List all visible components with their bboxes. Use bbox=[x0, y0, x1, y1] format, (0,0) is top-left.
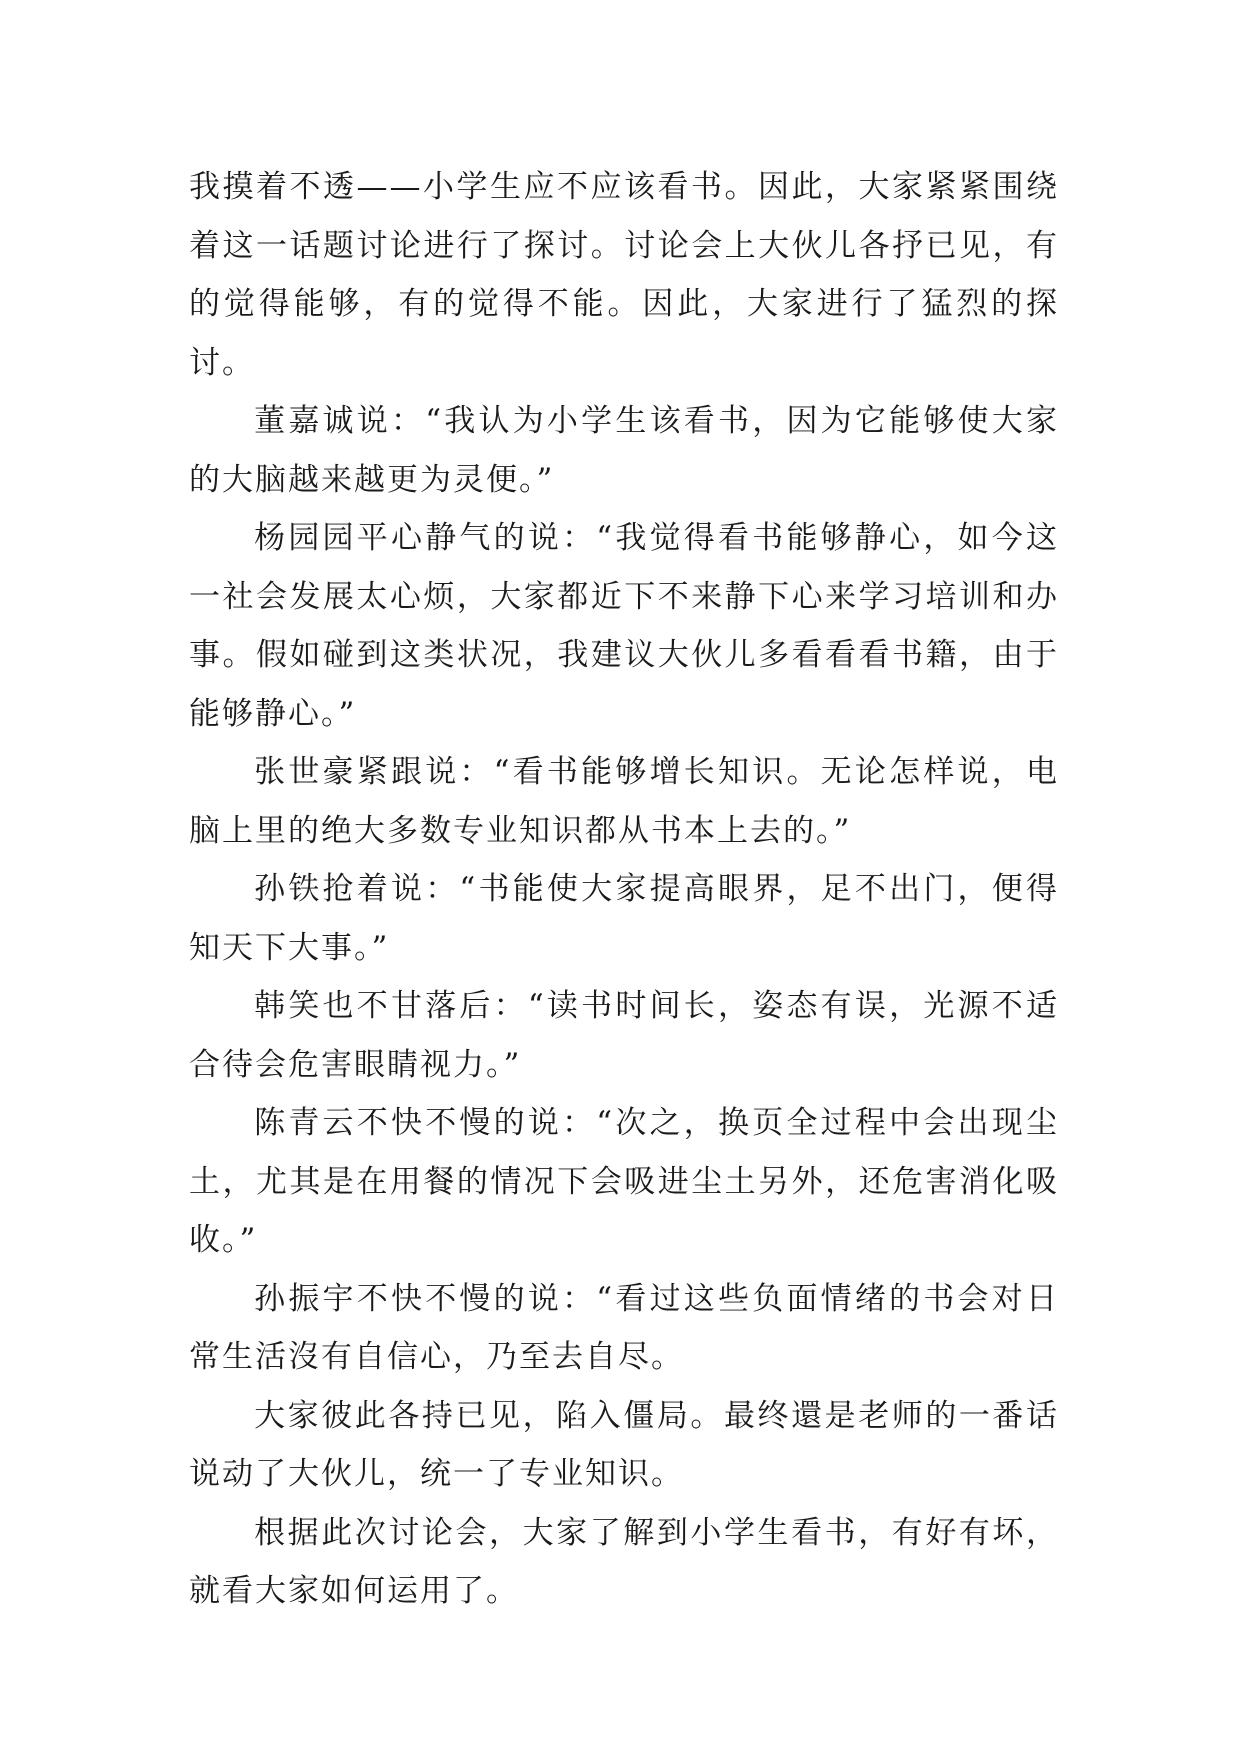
paragraph-sun-zhenyu: 孙振宇不快不慢的说：“看过这些负面情绪的书会对日常生活沒有自信心，乃至去自尽。 bbox=[189, 1280, 1059, 1375]
paragraph-deadlock: 大家彼此各持已见，陷入僵局。最终還是老师的一番话说动了大伙儿，统一了专业知识。 bbox=[189, 1397, 1059, 1492]
paragraph-dong-jiacheng: 董嘉诚说：“我认为小学生该看书，因为它能够使大家的大脑越来越更为灵便。” bbox=[189, 403, 1059, 498]
paragraph-chen-qingyun: 陈青云不快不慢的说：“次之，换页全过程中会出现尘土，尤其是在用餐的情况下会吸进尘土另外，还危害消化吸收。” bbox=[189, 1105, 1059, 1258]
paragraph-yang-yuanyuan: 杨园园平心静气的说：“我觉得看书能够静心，如今这一社会发展太心烦，大家都近下不来静下心来学习培训和办事。假如碰到这类状况，我建议大伙儿多看看看书籍，由于能够静心。” bbox=[189, 520, 1059, 732]
document-body bbox=[189, 158, 1059, 1621]
paragraph-continuation: 我摸着不透——小学生应不应该看书。因此，大家紧紧围绕着这一话题讨论进行了探讨。讨论会上大伙儿各抒已见，有的觉得能够，有的觉得不能。因此，大家进行了猛烈的探讨。 bbox=[189, 169, 1059, 381]
paragraph-conclusion: 根据此次讨论会，大家了解到小学生看书，有好有坏，就看大家如何运用了。 bbox=[189, 1514, 1059, 1609]
paragraph-sun-tie: 孙铁抢着说：“书能使大家提高眼界，足不出门，便得知天下大事。” bbox=[189, 871, 1059, 966]
paragraph-han-xiao: 韩笑也不甘落后：“读书时间长，姿态有误，光源不适合待会危害眼睛视力。” bbox=[189, 988, 1059, 1083]
paragraph-zhang-shihao: 张世豪紧跟说：“看书能够增长知识。无论怎样说，电脑上里的绝大多数专业知识都从书本上去的。” bbox=[189, 754, 1059, 849]
